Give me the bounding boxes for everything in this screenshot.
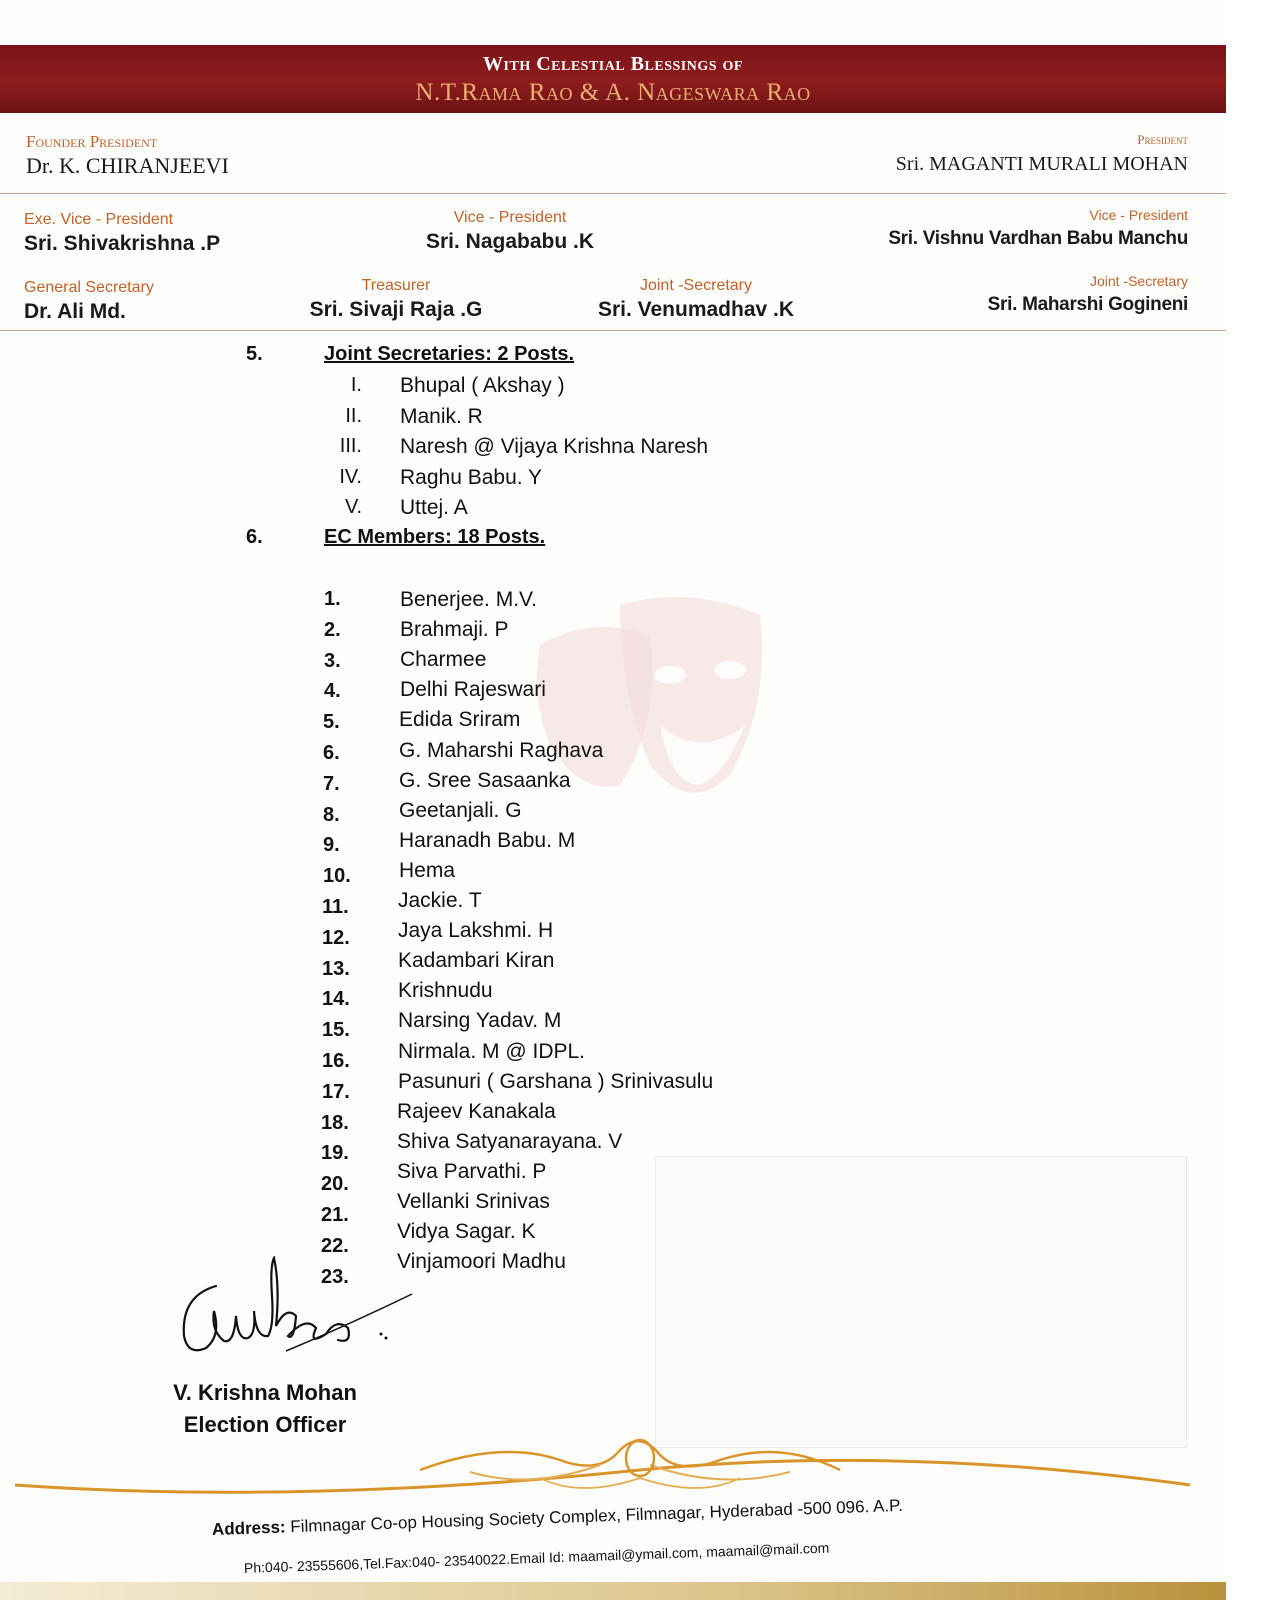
- list-item: Manik. R: [400, 404, 483, 428]
- vice-president-1-block: [410, 208, 610, 256]
- joint-secretary-1-name: Sri. Venumadhav .K: [597, 298, 795, 321]
- list-item: Bhupal ( Akshay ): [400, 374, 565, 397]
- list-item-number: 13.: [322, 957, 350, 980]
- list-item-number: 12.: [322, 926, 350, 949]
- vice-president-1-role: Vice - President: [453, 209, 567, 226]
- list-item: Jackie. T: [398, 889, 482, 912]
- signatory-name: V. Krishna Mohan: [173, 1380, 357, 1405]
- list-item: Raghu Babu. Y: [400, 465, 543, 489]
- exe-vice-president-name: Sri. Shivakrishna .P: [24, 232, 221, 255]
- list-item: Uttej. A: [400, 496, 468, 519]
- founder-president-name: Dr. K. CHIRANJEEVI: [26, 153, 229, 178]
- footer-gold-strip: [0, 1582, 1226, 1600]
- list-item: Pasunuri ( Garshana ) Srinivasulu: [398, 1069, 714, 1093]
- list-item: Charmee: [400, 648, 487, 672]
- list-item: Naresh @ Vijaya Krishna Naresh: [400, 435, 709, 458]
- list-item: Jaya Lakshmi. H: [398, 919, 554, 943]
- list-item-number: 18.: [321, 1111, 349, 1134]
- list-item-number: II.: [345, 404, 362, 427]
- list-item: Rajeev Kanakala: [397, 1099, 556, 1123]
- list-item: Brahmaji. P: [400, 618, 509, 642]
- joint-secretary-2-role: Joint -Secretary: [1089, 273, 1188, 289]
- list-item: Geetanjali. G: [399, 798, 522, 822]
- treasurer-role: Treasurer: [361, 277, 431, 294]
- header-divider-2: [0, 330, 1226, 331]
- list-item-number: IV.: [339, 465, 362, 488]
- section-6-number: 6.: [246, 526, 263, 548]
- stamp-area: [655, 1156, 1187, 1448]
- general-secretary-role: General Secretary: [24, 279, 154, 296]
- general-secretary-block: [24, 278, 154, 326]
- list-item-number: 9.: [323, 834, 340, 857]
- list-item: Vellanki Srinivas: [397, 1190, 550, 1213]
- vice-president-2-block: [788, 205, 1188, 253]
- list-item-number: 1.: [324, 588, 341, 610]
- list-item: G. Sree Sasaanka: [399, 768, 571, 792]
- list-item-number: 11.: [322, 896, 349, 918]
- list-item: Kadambari Kiran: [398, 949, 555, 973]
- vice-president-1-name: Sri. Nagababu .K: [425, 230, 595, 253]
- list-item-number: 3.: [324, 649, 341, 672]
- list-item: Vidya Sagar. K: [397, 1220, 536, 1244]
- header-band: [0, 45, 1226, 113]
- list-item-number: 10.: [323, 865, 351, 888]
- list-item: Delhi Rajeswari: [400, 678, 546, 702]
- list-item-number: 6.: [323, 742, 340, 764]
- vice-president-2-role: Vice - President: [1089, 207, 1188, 223]
- section-5-number: 5.: [246, 343, 263, 365]
- list-item-number: 2.: [324, 618, 341, 641]
- blessings-names: N.T.Rama Rao & A. Nageswara Rao: [415, 79, 811, 106]
- list-item-number: 23.: [321, 1265, 349, 1288]
- list-item-number: 20.: [321, 1173, 349, 1196]
- joint-secretary-2-block: [868, 271, 1188, 319]
- list-item: Haranadh Babu. M: [399, 828, 576, 852]
- list-item: Hema: [399, 858, 456, 882]
- founder-president-block: [26, 132, 229, 180]
- address-text: Filmnagar Co-op Housing Society Complex, Filmnagar, Hyderabad -500 096. A.P.: [290, 1495, 904, 1537]
- header-divider-1: [0, 193, 1226, 194]
- treasurer-name: Sri. Sivaji Raja .G: [309, 298, 483, 321]
- signatory-title: Election Officer: [183, 1412, 347, 1437]
- president-name: Sri. MAGANTI MURALI MOHAN: [895, 153, 1188, 175]
- list-item-number: 16.: [322, 1050, 350, 1072]
- list-item-number: V.: [344, 496, 362, 518]
- president-role: President: [1137, 132, 1188, 147]
- list-item: G. Maharshi Raghava: [399, 738, 604, 762]
- list-item: Narsing Yadav. M: [398, 1009, 562, 1033]
- joint-secretary-1-block: [586, 276, 806, 324]
- page-margin: [1226, 0, 1274, 1600]
- exe-vice-president-role: Exe. Vice - President: [24, 211, 174, 228]
- list-item-number: 5.: [323, 711, 340, 734]
- treasurer-block: [296, 276, 496, 324]
- list-item-number: 4.: [324, 680, 341, 703]
- list-item: Siva Parvathi. P: [397, 1159, 547, 1183]
- list-item-number: 22.: [321, 1234, 349, 1257]
- list-item-number: III.: [339, 435, 362, 457]
- list-item: Vinjamoori Madhu: [397, 1250, 566, 1274]
- list-item-number: 14.: [322, 988, 350, 1011]
- president-block: [768, 130, 1188, 178]
- blessings-line: With Celestial Blessings of: [483, 53, 743, 75]
- vice-president-2-name: Sri. Vishnu Vardhan Babu Manchu: [888, 228, 1188, 249]
- list-item-number: I.: [350, 374, 362, 396]
- handwritten-signature: [176, 1256, 416, 1376]
- list-item-number: 8.: [323, 803, 340, 826]
- general-secretary-name: Dr. Ali Md.: [24, 300, 126, 323]
- list-item-number: 7.: [323, 772, 340, 795]
- founder-president-role: Founder President: [26, 132, 158, 151]
- section-6-title: EC Members: 18 Posts.: [324, 526, 546, 548]
- list-item-number: 15.: [322, 1019, 350, 1042]
- joint-secretary-2-name: Sri. Maharshi Gogineni: [987, 294, 1188, 315]
- list-item: Edida Sriram: [399, 708, 521, 732]
- list-item: Nirmala. M @ IDPL.: [398, 1039, 586, 1063]
- list-item: Shiva Satyanarayana. V: [397, 1129, 623, 1153]
- section-5-title: Joint Secretaries: 2 Posts.: [324, 343, 575, 365]
- address-label: Address:: [211, 1517, 286, 1539]
- list-item-number: 21.: [321, 1204, 349, 1226]
- list-item: Benerjee. M.V.: [400, 588, 537, 611]
- list-item-number: 17.: [322, 1080, 350, 1103]
- theatre-mask-watermark: [520, 585, 800, 855]
- list-item-number: 19.: [321, 1142, 349, 1165]
- footer-contact: Ph:040- 23555606,Tel.Fax:040- 23540022.Email Id: maamail@ymail.com, maamail@mail.com: [243, 1539, 830, 1576]
- list-item: Krishnudu: [398, 979, 493, 1003]
- joint-secretary-1-role: Joint -Secretary: [639, 277, 753, 294]
- exe-vice-president-block: [24, 210, 220, 258]
